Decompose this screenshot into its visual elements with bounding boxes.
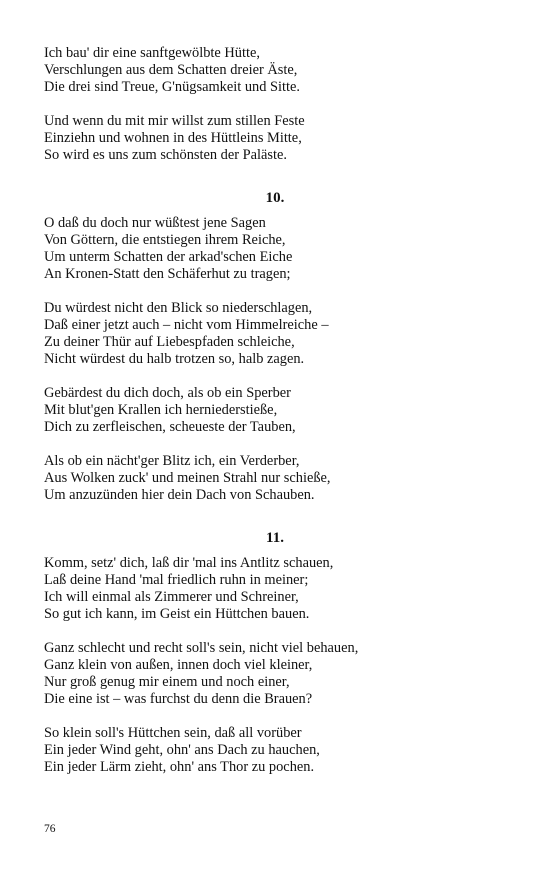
- verse-line: Gebärdest du dich doch, als ob ein Sperber: [44, 385, 291, 401]
- verse-line: An Kronen-Statt den Schäferhut zu tragen;: [44, 266, 291, 282]
- verse-line: Daß einer jetzt auch – nicht vom Himmelreiche –: [44, 317, 329, 333]
- verse-line: Mit blut'gen Krallen ich herniederstieße,: [44, 402, 278, 418]
- verse-line: Ich bau' dir eine sanftgewölbte Hütte,: [44, 45, 260, 61]
- verse-line: Ganz klein von außen, innen doch viel kleiner,: [44, 657, 313, 673]
- poem-heading: 10.: [265, 190, 285, 206]
- verse-line: So klein soll's Hüttchen sein, daß all vorüber: [44, 725, 302, 741]
- verse-line: O daß du doch nur wüßtest jene Sagen: [44, 215, 266, 231]
- verse-line: Nicht würdest du halb trotzen so, halb zagen.: [44, 351, 305, 367]
- verse-line: Als ob ein nächt'ger Blitz ich, ein Verderber,: [44, 453, 300, 469]
- poem-heading: 11.: [266, 530, 284, 546]
- verse-line: Um anzuzünden hier dein Dach von Schauben.: [44, 487, 315, 503]
- verse-line: So gut ich kann, im Geist ein Hüttchen bauen.: [44, 606, 310, 622]
- verse-line: Laß deine Hand 'mal friedlich ruhn in meiner;: [44, 572, 309, 588]
- verse-line: Ein jeder Lärm zieht, ohn' ans Thor zu pochen.: [44, 759, 315, 775]
- verse-line: Zu deiner Thür auf Liebespfaden schleiche,: [44, 334, 295, 350]
- verse-line: Ich will einmal als Zimmerer und Schreiner,: [44, 589, 299, 605]
- verse-line: Dich zu zerfleischen, scheueste der Tauben,: [44, 419, 296, 435]
- verse-line: Komm, setz' dich, laß dir 'mal ins Antlitz schauen,: [44, 555, 334, 571]
- verse-line: Und wenn du mit mir willst zum stillen Feste: [44, 113, 305, 129]
- verse-line: Die drei sind Treue, G'nügsamkeit und Sitte.: [44, 79, 301, 95]
- verse-line: Ganz schlecht und recht soll's sein, nicht viel behauen,: [44, 640, 359, 656]
- verse-line: Aus Wolken zuck' und meinen Strahl nur schieße,: [44, 470, 331, 486]
- verse-line: So wird es uns zum schönsten der Paläste.: [44, 147, 288, 163]
- verse-line: Nur groß genug mir einem und noch einer,: [44, 674, 290, 690]
- verse-line: Von Göttern, die entstiegen ihrem Reiche,: [44, 232, 286, 248]
- verse-line: Verschlungen aus dem Schatten dreier Äste,: [44, 62, 298, 78]
- verse-line: Du würdest nicht den Blick so niederschlagen,: [44, 300, 313, 316]
- verse-line: Ein jeder Wind geht, ohn' ans Dach zu hauchen,: [44, 742, 320, 758]
- verse-line: Um unterm Schatten der arkad'schen Eiche: [44, 249, 293, 265]
- verse-line: Die eine ist – was furchst du denn die Brauen?: [44, 691, 313, 707]
- page-number: 76: [44, 823, 56, 835]
- verse-line: Einziehn und wohnen in des Hüttleins Mitte,: [44, 130, 302, 146]
